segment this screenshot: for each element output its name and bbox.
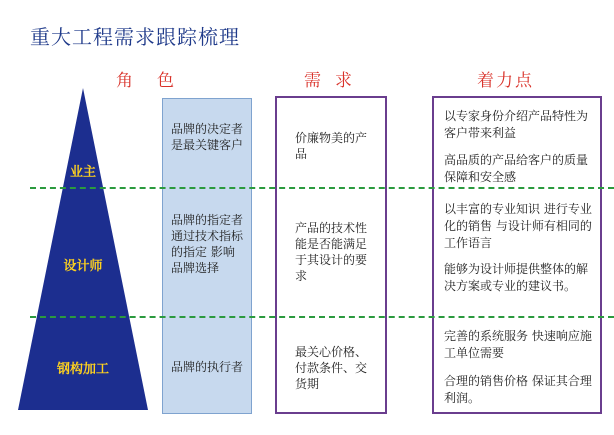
need-column (275, 96, 387, 414)
focus-fabricator-1: 完善的系统服务 快速响应施工单位需要 (444, 329, 592, 360)
need-owner: 价廉物美的产品 (295, 131, 368, 161)
focus-designer-2: 能够为设计师提供整体的解决方案或专业的建议书。 (444, 262, 589, 293)
divider-1 (30, 187, 614, 189)
focus-owner-1: 以专家身份介绍产品特性为客户带来利益 (444, 109, 589, 140)
header-role: 角色 (116, 71, 198, 91)
tier-label-designer: 设计师 (63, 259, 103, 274)
need-designer: 产品的技术性能是否能满足于其设计的要求 (295, 221, 368, 283)
header-focus: 着力点 (477, 71, 534, 91)
header-need: 需求 (304, 71, 366, 91)
focus-fabricator-2: 合理的销售价格 保证其合理利润。 (444, 374, 592, 405)
divider-2 (30, 316, 614, 318)
focus-column (432, 96, 602, 414)
page-title: 重大工程需求跟踪梳理 (30, 25, 240, 49)
role-fabricator: 品牌的执行者 (171, 360, 244, 374)
role-column (162, 98, 252, 414)
role-owner: 品牌的决定者是最关键客户 (171, 122, 244, 152)
focus-owner-2: 高品质的产品给客户的质量保障和安全感 (444, 153, 589, 184)
tier-label-owner: 业主 (69, 165, 96, 180)
role-designer: 品牌的指定者 通过技术指标的指定 影响品牌选择 (171, 213, 244, 275)
focus-designer-1: 以丰富的专业知识 进行专业化的销售 与设计师有相同的工作语言 (444, 202, 592, 250)
tier-label-fabricator: 钢构加工 (56, 362, 109, 377)
need-fabricator: 最关心价格、付款条件、交货期 (295, 345, 368, 391)
